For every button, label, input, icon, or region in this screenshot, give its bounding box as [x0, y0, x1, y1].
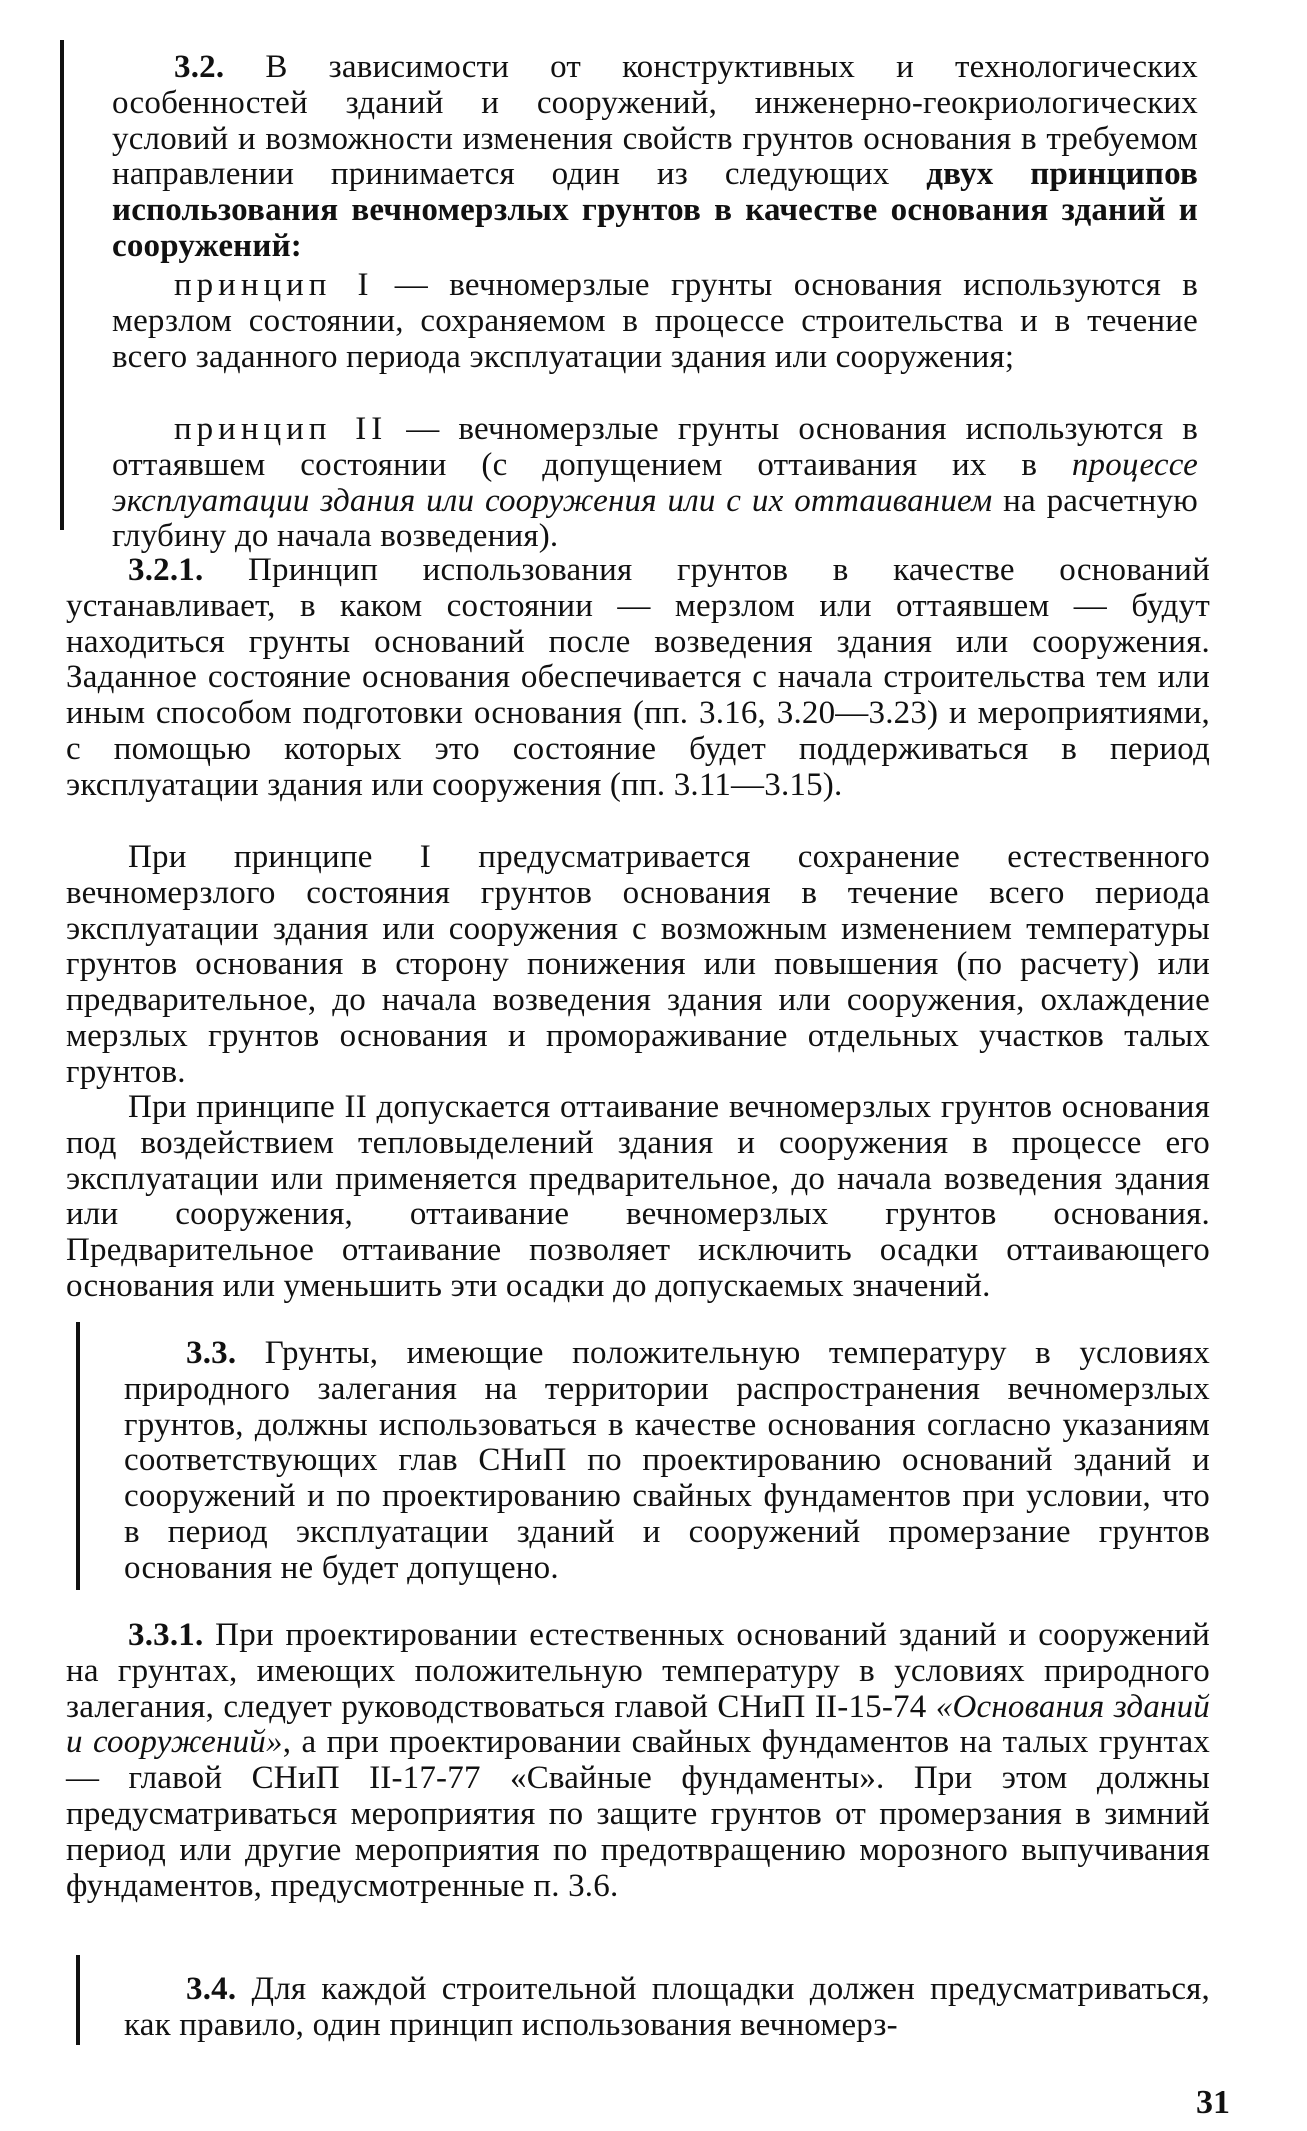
section-text: При проектировании естественных оснований зданий и сооружений на грунтах, имеющих положительную температуру в условиях природного залегания, следует руководствоваться главой СНиП II-15-74: [66, 1617, 1210, 1725]
section-text: В зависимости от конструктивных и технологических особенностей зданий и сооружений, инженерно-геокриологических условий и возможности изменения свойств грунтов основания в требуемом направлении принимается один из следующих: [112, 49, 1198, 193]
section-3-4: [124, 1972, 1210, 2044]
paragraph-principle-2: При принципе II допускается оттаивание вечномерзлых грунтов основания под воздействием тепловыделений здания и сооружения в процессе его эксплуатации или применяется предварительное, до начала возведения здания или сооружения, оттаивание вечномерзлых грунтов основания. Предварительное оттаивание позволяет исключить осадки оттаивающего основания или уменьшить эти осадки до допускаемых значений.: [66, 1089, 1210, 1304]
section-3-3-1: [66, 1618, 1210, 1904]
principle-text: — вечномерзлые грунты основания используются в оттаявшем состоянии (с допущением оттаивания их в: [112, 411, 1198, 483]
principle-label: принцип II: [174, 411, 388, 447]
revision-bar-2: [76, 1322, 80, 1590]
revision-bar-1: [60, 40, 64, 530]
revision-bar-3: [76, 1955, 80, 2045]
paragraph-principle-1: При принципе I предусматривается сохранение естественного вечномерзлого состояния грунтов основания в течение всего периода эксплуатации здания или сооружения с возможным изменением температуры грунтов основания в сторону понижения или повышения (по расчету) или предварительное, до начала возведения здания или сооружения, охлаждение мерзлых грунтов основания и промораживание отдельных участков талых грунтов.: [66, 839, 1210, 1090]
page-number: 31: [1196, 2084, 1230, 2121]
section-italic-text: «Основания зданий и сооружений»: [66, 1688, 1210, 1761]
section-number: 3.3.1.: [128, 1617, 204, 1653]
principle-2: [112, 412, 1198, 555]
principle-text: — вечномерзлые грунты основания используются в мерзлом состоянии, сохраняемом в процессе строительства и в течение всего заданного периода эксплуатации здания или сооружения;: [112, 267, 1198, 375]
principle-italic-text: процессе эксплуатации здания или сооружения или с их оттаиванием: [112, 446, 1198, 519]
principle-label: принцип I: [174, 267, 374, 303]
section-3-3: [124, 1336, 1210, 1587]
section-3-2-1: [66, 553, 1210, 804]
section-text: Грунты, имеющие положительную температуру в условиях природного залегания на территории распространения вечномерзлых грунтов, должны использоваться в качестве основания согласно указаниям соответствующих глав СНиП по проектированию оснований зданий и сооружений и по проектированию свайных фундаментов при условии, что в период эксплуатации зданий и сооружений промерзание грунтов основания не будет допущено.: [124, 1335, 1210, 1586]
section-text-b: , а при проектировании свайных фундаментов на талых грунтах — главой СНиП II-17-77 «Свайные фундаменты». При этом должны предусматриваться мероприятия по защите грунтов от промерзания в зимний период или другие мероприятия по предотвращению морозного выпучивания фундаментов, предусмотренные п. 3.6.: [66, 1724, 1210, 1904]
section-number: 3.2.: [174, 49, 225, 85]
principle-1: [112, 268, 1198, 375]
section-text: Для каждой строительной площадки должен предусматриваться, как правило, один принцип использования вечномерз-: [124, 1971, 1210, 2043]
section-3-2: [112, 50, 1198, 265]
section-number: 3.4.: [186, 1971, 237, 2007]
section-number: 3.2.1.: [128, 552, 204, 588]
principle-text-end: на расчетную глубину до начала возведения).: [112, 482, 1198, 555]
section-text: Принцип использования грунтов в качестве оснований устанавливает, в каком состоянии — мерзлом или оттаявшем — будут находиться грунты оснований после возведения здания или сооружения. Заданное состояние основания обеспечивается с начала строительства тем или иным способом подготовки основания (пп. 3.16, 3.20—3.23) и мероприятиями, с помощью которых это состояние будет поддерживаться в период эксплуатации здания или сооружения (пп. 3.11—3.15).: [66, 552, 1210, 803]
section-bold-text: двух принципов использования вечномерзлых грунтов в качестве основания зданий и сооружений:: [112, 156, 1199, 264]
section-number: 3.3.: [186, 1335, 237, 1371]
